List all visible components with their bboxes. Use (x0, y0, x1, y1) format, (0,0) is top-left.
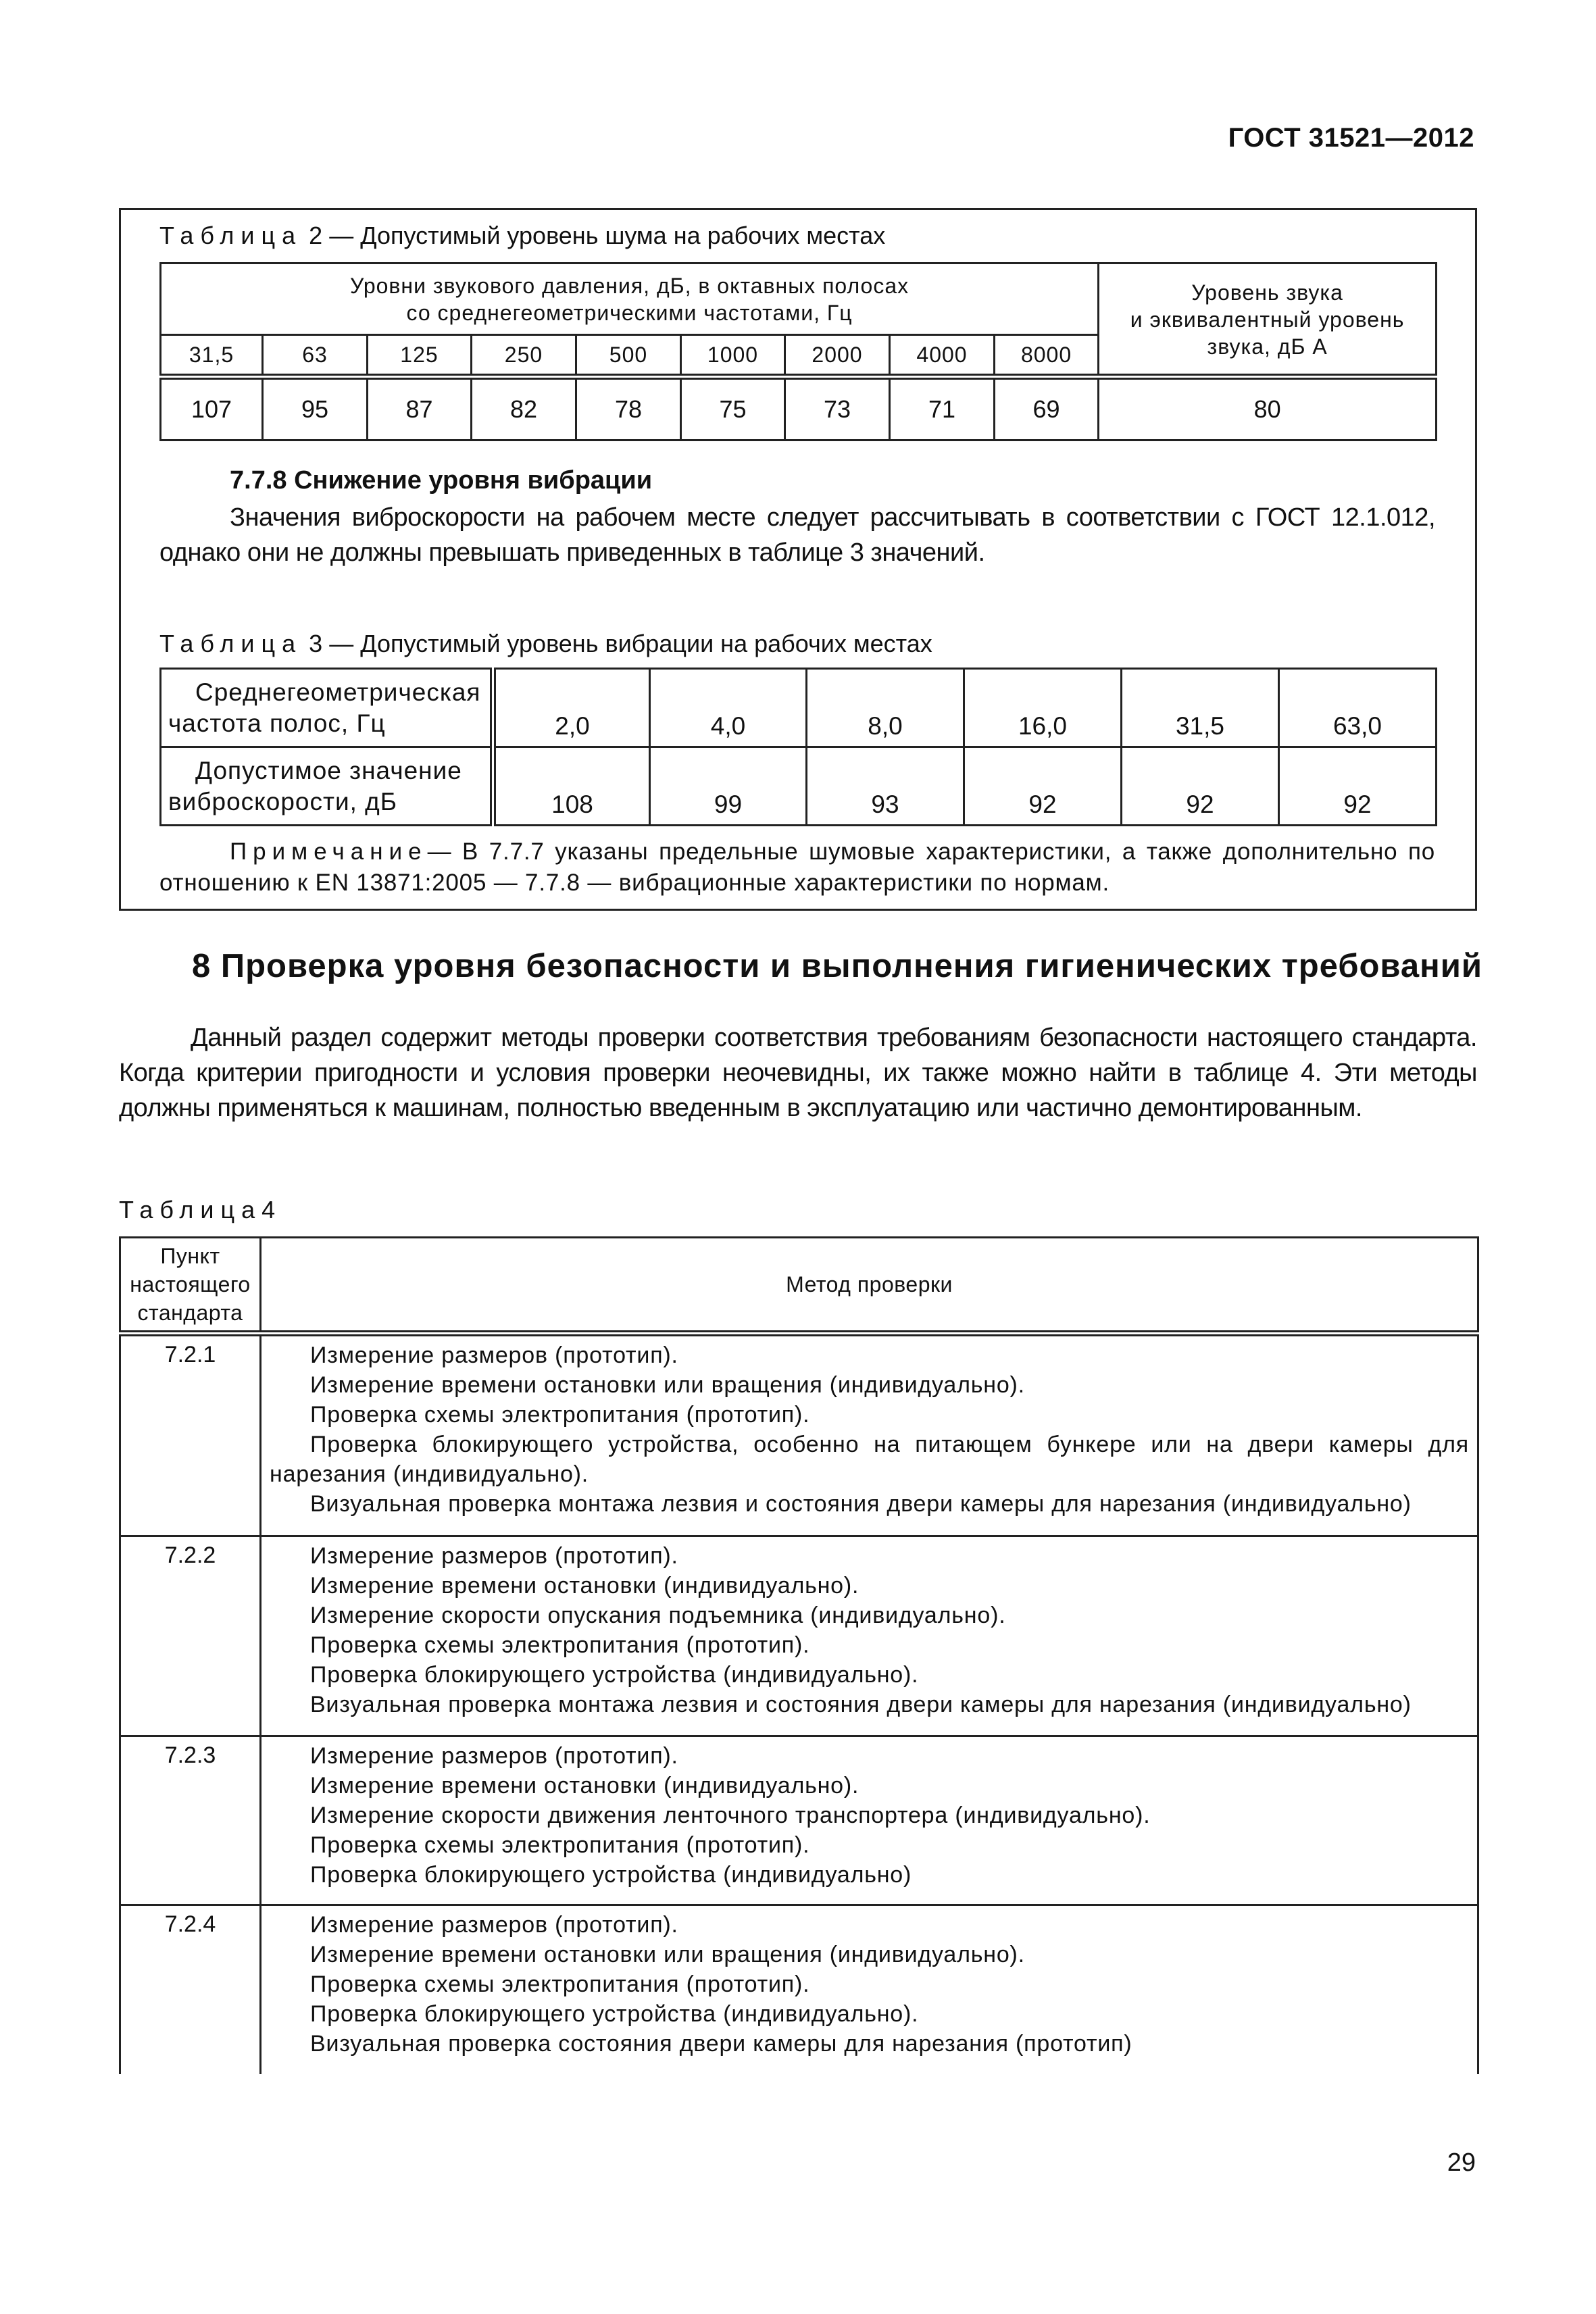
table2-value-cell: 78 (576, 377, 681, 441)
table4-header-row (120, 1238, 1478, 1334)
table4-point-header: Пункт настоящего стандарта (120, 1238, 261, 1334)
method-line: Проверка блокирующего устройства (индивидуально). (310, 1662, 919, 1688)
table3-frequency-cell: 31,5 (1122, 669, 1279, 747)
note-text: — В 7.7.7 указаны предельные шумовые характеристики, а также дополнительно по отношению к EN 13871:2005 — 7.7.8 — вибрационные характеристики по нормам. (159, 838, 1435, 896)
table3-value-cell: 93 (807, 747, 964, 826)
table4-caption-word: Таблица (119, 1196, 262, 1224)
method-line: Измерение размеров (прототип). (310, 1543, 678, 1569)
table2-value-cell: 107 (161, 377, 263, 441)
table3-note (159, 836, 1435, 899)
table3-value-cell: 108 (493, 747, 650, 826)
table-row (120, 1536, 1478, 1736)
table2-value-cell: 69 (995, 377, 1099, 441)
section-778-title: 7.7.8 Снижение уровня вибрации (230, 466, 653, 495)
table2-frequency-cell: 125 (368, 335, 472, 377)
table3-value-cell: 92 (1279, 747, 1437, 826)
method-line: Проверка схемы электропитания (прототип). (310, 1832, 810, 1858)
table2-caption-text: 2 — Допустимый уровень шума на рабочих местах (309, 222, 886, 249)
table2-group-header: Уровни звукового давления, дБ, в октавных полосах со среднегеометрическими частотами, Гц (161, 263, 1099, 335)
table2-frequency-cell: 31,5 (161, 335, 263, 377)
table4-caption (119, 1196, 275, 1224)
table4-method-header: Метод проверки (261, 1238, 1478, 1334)
table2-noise-levels (159, 262, 1437, 441)
table3-frequency-label: Среднегеометрическая частота полос, Гц (161, 669, 493, 747)
method-line: Измерение размеров (прототип). (310, 1342, 678, 1368)
method-line: Проверка схемы электропитания (прототип). (310, 1971, 810, 1997)
table3-value-label: Допустимое значение виброскорости, дБ (161, 747, 493, 826)
table2-value-cell: 73 (785, 377, 890, 441)
table3-value-cell: 99 (650, 747, 807, 826)
document-id: ГОСТ 31521—2012 (1228, 123, 1474, 153)
table3-frequency-cell: 63,0 (1279, 669, 1437, 747)
table4-point-cell: 7.2.4 (120, 1905, 261, 2074)
table2-frequency-cell: 4000 (890, 335, 995, 377)
table4-method-cell (261, 1334, 1478, 1536)
table2-frequency-cell: 2000 (785, 335, 890, 377)
table-row (120, 1334, 1478, 1536)
method-line: Измерение скорости движения ленточного транспортера (индивидуально). (310, 1803, 1151, 1828)
method-line: Измерение времени остановки или вращения (индивидуально). (310, 1942, 1025, 1967)
table3-value-cell: 92 (964, 747, 1122, 826)
table3-value-cell: 92 (1122, 747, 1279, 826)
table2-value-cell: 71 (890, 377, 995, 441)
table3-caption-text: 3 — Допустимый уровень вибрации на рабочих местах (309, 630, 932, 657)
table2-value-cell: 82 (472, 377, 576, 441)
table4-point-cell: 7.2.3 (120, 1736, 261, 1905)
table3-frequency-cell: 8,0 (807, 669, 964, 747)
table2-frequency-cell: 63 (263, 335, 368, 377)
table2-frequency-cell: 500 (576, 335, 681, 377)
method-line: Измерение скорости опускания подъемника (индивидуально). (310, 1603, 1006, 1628)
table3-frequency-cell: 4,0 (650, 669, 807, 747)
table2-value-cell: 87 (368, 377, 472, 441)
table3-caption-word: Таблица (159, 630, 303, 657)
method-line: Измерение времени остановки или вращения (индивидуально). (310, 1372, 1025, 1398)
table3-vibration-levels (159, 668, 1437, 826)
section-8-title: 8 Проверка уровня безопасности и выполнения гигиенических требований (192, 948, 1482, 984)
table2-value-cell: 75 (681, 377, 785, 441)
table2-caption (159, 222, 885, 250)
table2-frequency-cell: 1000 (681, 335, 785, 377)
method-line: Проверка блокирующего устройства, особенно на питающем бункере или на двери камеры для нарезания (индивидуально). (270, 1432, 1469, 1487)
table2-value-cell: 95 (263, 377, 368, 441)
table-row (120, 1905, 1478, 2074)
table4-point-cell: 7.2.1 (120, 1334, 261, 1536)
table4-method-cell (261, 1905, 1478, 2074)
table3-frequency-row (161, 669, 1437, 747)
method-line: Измерение размеров (прототип). (310, 1743, 678, 1769)
table4-caption-number: 4 (261, 1196, 276, 1224)
table2-frequency-cell: 250 (472, 335, 576, 377)
method-line: Проверка схемы электропитания (прототип). (310, 1632, 810, 1658)
table2-sound-level-header: Уровень звука и эквивалентный уровень звука, дБ А (1099, 263, 1437, 377)
table3-frequency-cell: 16,0 (964, 669, 1122, 747)
table3-caption (159, 630, 932, 658)
method-line: Визуальная проверка состояния двери камеры для нарезания (прототип) (310, 2031, 1132, 2057)
method-line: Проверка блокирующего устройства (индивидуально). (310, 2001, 919, 2027)
table2-total-level-cell: 80 (1099, 377, 1437, 441)
table4-verification-methods (119, 1236, 1479, 2074)
method-line: Проверка блокирующего устройства (индивидуально) (310, 1862, 912, 1888)
table3-frequency-cell: 2,0 (493, 669, 650, 747)
method-line: Измерение размеров (прототип). (310, 1912, 678, 1938)
table4-point-cell: 7.2.2 (120, 1536, 261, 1736)
method-line: Визуальная проверка монтажа лезвия и состояния двери камеры для нарезания (индивидуально) (310, 1491, 1412, 1517)
table4-method-cell (261, 1536, 1478, 1736)
table2-frequency-cell: 8000 (995, 335, 1099, 377)
method-line: Визуальная проверка монтажа лезвия и состояния двери камеры для нарезания (индивидуально) (310, 1692, 1412, 1717)
table4-method-cell (261, 1736, 1478, 1905)
table-row (120, 1736, 1478, 1905)
method-line: Проверка схемы электропитания (прототип). (310, 1402, 810, 1428)
table2-caption-word: Таблица (159, 222, 303, 249)
page-number: 29 (1447, 2148, 1476, 2177)
section-778-text: Значения виброскорости на рабочем месте следует рассчитывать в соответствии с ГОСТ 12.1.012, однако они не должны превышать приведенных в таблице 3 значений. (159, 503, 1435, 567)
section-8-text: Данный раздел содержит методы проверки соответствия требованиям безопасности настоящего стандарта. Когда критерии пригодности и условия проверки неочевидны, их также можно найти в таблице 4. Эти методы должны применяться к машинам, полностью введенным в эксплуатацию или частично демонтированным. (119, 1024, 1477, 1122)
table2-value-row (161, 377, 1437, 441)
method-line: Измерение времени остановки (индивидуально). (310, 1773, 859, 1799)
table3-value-row (161, 747, 1437, 826)
note-label: Примечание (230, 838, 428, 865)
method-line: Измерение времени остановки (индивидуально). (310, 1573, 859, 1599)
